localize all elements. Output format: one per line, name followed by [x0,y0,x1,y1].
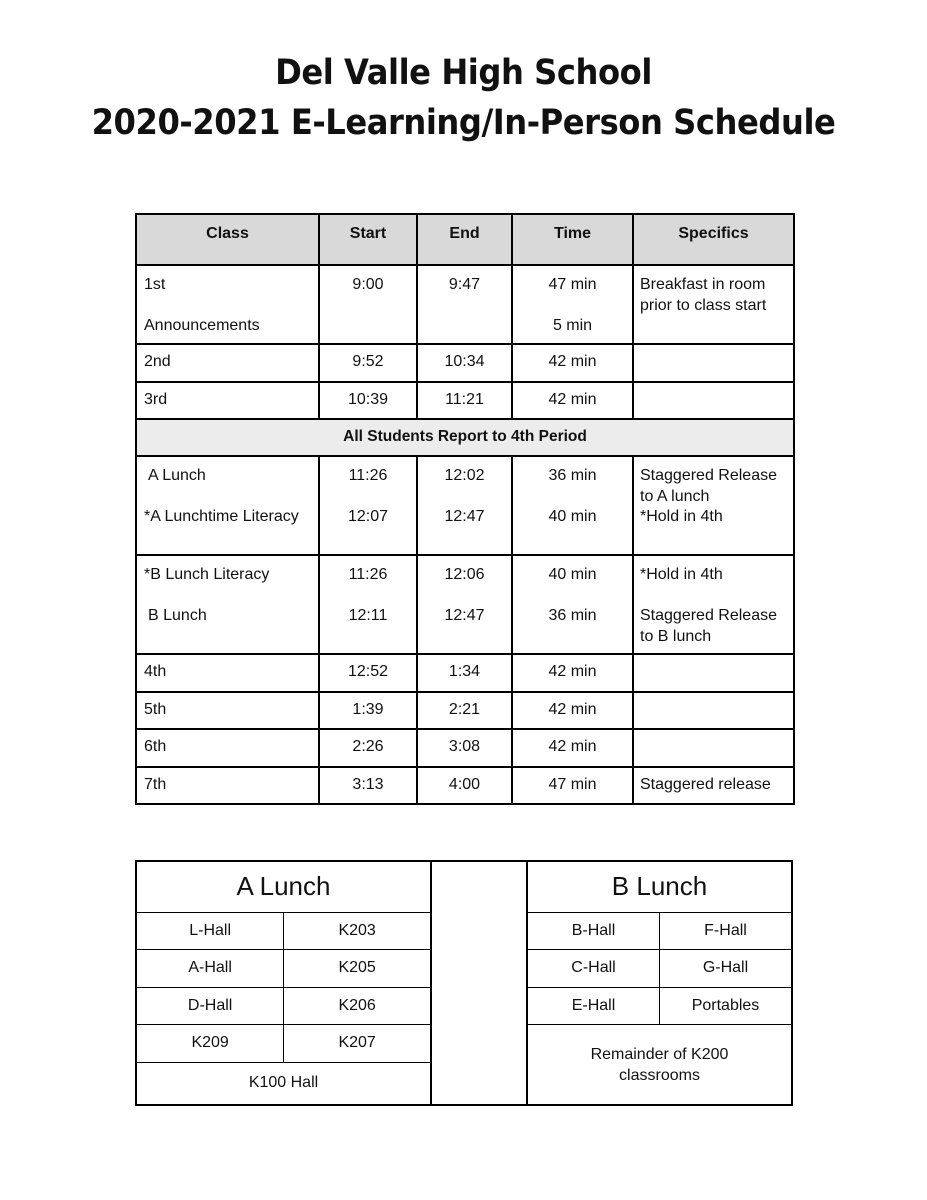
class-cell: 7th [136,767,319,805]
table-row [136,344,794,382]
b-lunch-location: F-Hall [660,912,792,950]
specifics-cell: Staggered release [633,767,794,805]
b-lunch-location [528,1025,791,1105]
specifics-cell [633,729,794,767]
end-time: 12:06 [444,566,485,583]
duration: 40 min [548,508,597,525]
class-name: *A Lunchtime Literacy [144,508,299,525]
start-cell [319,265,417,344]
end-cell: 2:21 [417,692,512,730]
header-specifics: Specifics [633,214,794,265]
start-time: 11:26 [348,566,388,583]
class-cell: 5th [136,692,319,730]
time-cell: 42 min [512,382,633,420]
table-row [136,729,794,767]
specifics-cell [633,456,794,555]
end-cell: 4:00 [417,767,512,805]
table-row [136,456,794,555]
end-time: 12:47 [444,508,485,525]
duration: 5 min [552,317,593,334]
duration: 36 min [548,607,597,624]
table-row [136,382,794,420]
b-lunch-location: E-Hall [528,987,660,1025]
time-cell [512,555,633,654]
specifics-cell [633,382,794,420]
b-lunch-remainder-line: classrooms [619,1066,700,1084]
end-cell [417,456,512,555]
start-cell: 10:39 [319,382,417,420]
a-lunch-location: K207 [284,1025,431,1063]
duration: 40 min [548,566,597,583]
a-lunch-table [137,862,431,1104]
table-row [136,555,794,654]
banner-text: All Students Report to 4th Period [136,419,794,456]
header-start: Start [319,214,417,265]
header-end: End [417,214,512,265]
class-cell [136,555,319,654]
a-lunch-location: K203 [284,912,431,950]
end-time: 9:47 [448,276,481,293]
class-cell: 3rd [136,382,319,420]
end-cell: 10:34 [417,344,512,382]
class-cell [136,456,319,555]
b-lunch-heading: B Lunch [528,862,791,912]
end-cell: 11:21 [417,382,512,420]
start-cell [319,555,417,654]
a-lunch-location: K206 [284,987,431,1025]
class-cell: 2nd [136,344,319,382]
class-name: A Lunch [148,467,206,484]
start-cell [319,456,417,555]
a-lunch-location: K100 Hall [137,1062,431,1104]
end-cell [417,265,512,344]
specifics-text: to A lunch [640,487,710,505]
class-name: *B Lunch Literacy [144,566,270,583]
class-cell: 6th [136,729,319,767]
b-lunch-table [528,862,791,1104]
b-lunch-location: C-Hall [528,950,660,988]
specifics-text: Staggered Release [640,467,777,484]
specifics-text: to B lunch [640,627,712,645]
start-time: 11:26 [348,467,388,484]
duration: 47 min [548,276,597,293]
specifics-cell [633,654,794,692]
b-lunch-location: Portables [660,987,792,1025]
specifics-cell [633,555,794,654]
table-row [136,265,794,344]
schedule-table [135,213,795,805]
specifics-cell [633,265,794,344]
class-name: 1st [144,276,166,293]
start-cell: 9:52 [319,344,417,382]
specifics-cell [633,692,794,730]
end-time: 12:02 [444,467,485,484]
table-row [136,692,794,730]
time-cell: 42 min [512,692,633,730]
time-cell: 42 min [512,729,633,767]
table-row [136,767,794,805]
document-subtitle: 2020-2021 E-Learning/In-Person Schedule [91,103,836,143]
b-lunch-remainder-line: Remainder of K200 [590,1045,729,1063]
specifics-text: Breakfast in room [640,276,766,293]
specifics-text: prior to class start [640,296,767,314]
a-lunch-location: D-Hall [137,987,284,1025]
a-lunch-location: A-Hall [137,950,284,988]
specifics-text: *Hold in 4th [640,566,723,583]
specifics-text: Staggered Release [640,607,777,624]
time-cell [512,456,633,555]
a-lunch-location: L-Hall [137,912,284,950]
a-lunch-location: K209 [137,1025,284,1063]
start-cell: 2:26 [319,729,417,767]
end-cell: 1:34 [417,654,512,692]
end-time: 12:47 [444,607,485,624]
table-row [136,654,794,692]
time-cell: 42 min [512,344,633,382]
b-lunch-section [528,862,791,1104]
time-cell: 47 min [512,767,633,805]
a-lunch-location: K205 [284,950,431,988]
class-cell: 4th [136,654,319,692]
specifics-text: *Hold in 4th [640,508,723,525]
start-time: 9:00 [352,276,384,293]
banner-row [136,419,794,456]
header-class: Class [136,214,319,265]
start-time: 12:07 [347,508,389,525]
document-title: Del Valle High School [275,53,652,93]
start-time: 12:11 [348,607,388,624]
specifics-cell [633,344,794,382]
end-cell [417,555,512,654]
lunch-assignments [135,860,793,1106]
b-lunch-location: G-Hall [660,950,792,988]
class-name: B Lunch [148,607,207,624]
a-lunch-section [137,862,431,1104]
start-cell: 12:52 [319,654,417,692]
header-time: Time [512,214,633,265]
time-cell: 42 min [512,654,633,692]
b-lunch-location: B-Hall [528,912,660,950]
end-cell: 3:08 [417,729,512,767]
class-cell [136,265,319,344]
a-lunch-heading: A Lunch [137,862,431,912]
time-cell [512,265,633,344]
start-cell: 3:13 [319,767,417,805]
start-cell: 1:39 [319,692,417,730]
table-header-row [136,214,794,265]
class-name: Announcements [144,317,260,334]
duration: 36 min [548,467,597,484]
